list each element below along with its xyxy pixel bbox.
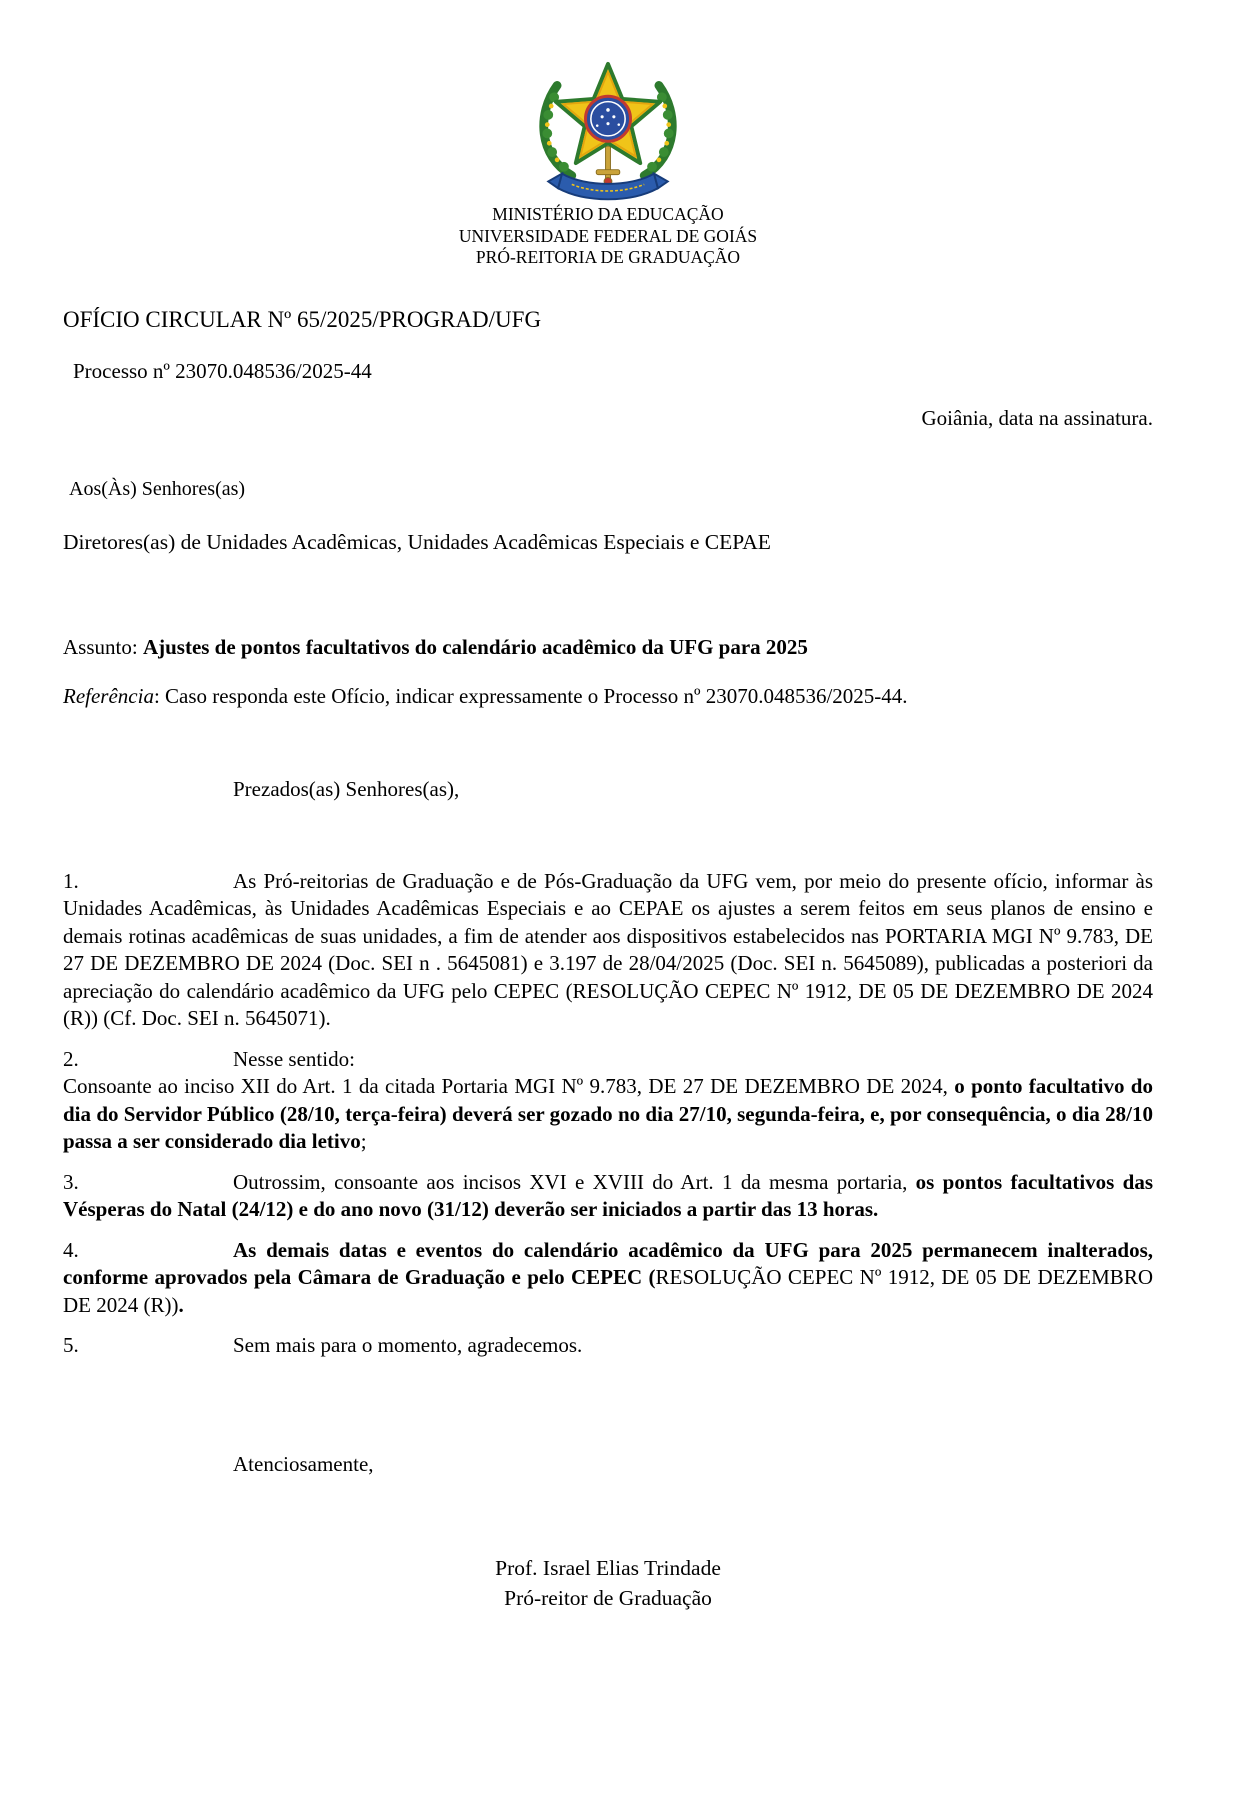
subject-text: Ajustes de pontos facultativos do calendário acadêmico da UFG para 2025: [142, 634, 808, 659]
emblem-container: [513, 60, 703, 202]
paragraph-2-text: Nesse sentido: Consoante ao inciso XII do Art. 1 da citada Portaria MGI Nº 9.783, DE 27 DE DEZEMBRO DE 2024, o ponto facultativo do dia do Servidor Público (28/10, terça-feira) deverá ser gozado no dia 27/10, segunda-feira, e, por consequência, o dia 28/10 passa a ser considerado dia letivo;: [63, 1046, 1153, 1153]
paragraph-3-text: Outrossim, consoante aos incisos XVI e XVIII do Art. 1 da mesma portaria, os pontos facultativos das Vésperas do Natal (24/12) e do ano novo (31/12) deverão ser iniciados a partir das 13 horas.: [63, 1169, 1153, 1221]
signature-block: [63, 1553, 1153, 1613]
paragraph-1-text: As Pró-reitorias de Graduação e de Pós-Graduação da UFG vem, por meio do presente ofício, informar às Unidades Acadêmicas, às Unidades Acadêmicas Especiais e ao CEPAE os ajustes a serem feitos em seus planos de ensino e demais rotinas acadêmicas de suas unidades, a fim de atender aos dispositivos estabelecidos nas PORTARIA MGI Nº 9.783, DE 27 DE DEZEMBRO DE 2024 (Doc. SEI n . 5645081) e 3.197 de 28/04/2025 (Doc. SEI n. 5645089), publicadas a posteriori da apreciação do calendário acadêmico da UFG pelo CEPEC (RESOLUÇÃO CEPEC Nº 1912, DE 05 DE DEZEMBRO DE 2024 (R)) (Cf. Doc. SEI n. 5645071).: [63, 868, 1153, 1030]
reference-text: : Caso responda este Ofício, indicar expressamente o Processo nº 23070.048536/2025-44.: [153, 683, 908, 708]
paragraph-2-number: 2.: [63, 1046, 79, 1071]
paragraph-1-number: 1.: [63, 868, 79, 893]
org-ministry: MINISTÉRIO DA EDUCAÇÃO: [492, 204, 724, 224]
org-office: PRÓ-REITORIA DE GRADUAÇÃO: [475, 247, 741, 267]
paragraph-1: [63, 868, 1153, 1033]
document-title: OFÍCIO CIRCULAR Nº 65/2025/PROGRAD/UFG: [63, 306, 542, 332]
addressee: Diretores(as) de Unidades Acadêmicas, Unidades Acadêmicas Especiais e CEPAE: [63, 529, 771, 554]
paragraph-5-text: Sem mais para o momento, agradecemos.: [233, 1333, 583, 1357]
oficio-page: [0, 60, 1240, 1815]
place-date: Goiânia, data na assinatura.: [921, 405, 1153, 430]
greeting: Prezados(as) Senhores(as),: [233, 776, 460, 801]
paragraph-3-number: 3.: [63, 1169, 79, 1194]
paragraph-5-number: 5.: [63, 1333, 79, 1357]
letter-body: [0, 60, 1240, 1613]
reference-label: Referência: [63, 683, 154, 708]
paragraph-3: [63, 1169, 1153, 1224]
org-university: UNIVERSIDADE FEDERAL DE GOIÁS: [458, 225, 758, 246]
reference-line: [63, 684, 1153, 709]
paragraph-2: [63, 1046, 1153, 1156]
signature-role: Pró-reitor de Graduação: [504, 1585, 712, 1610]
paragraph-4-number: 4.: [63, 1237, 79, 1262]
brazil-coat-of-arms-icon: [513, 60, 703, 202]
addressee-intro: Aos(Às) Senhores(as): [69, 477, 246, 500]
subject-line: [63, 635, 1153, 660]
paragraph-5: [63, 1332, 1153, 1360]
paragraph-4: [63, 1237, 1153, 1320]
paragraph-4-text: As demais datas e eventos do calendário acadêmico da UFG para 2025 permanecem inalterados, conforme aprovados pela Câmara de Graduação e pelo CEPEC (RESOLUÇÃO CEPEC Nº 1912, DE 05 DE DEZEMBRO DE 2024 (R)).: [63, 1237, 1153, 1317]
org-header: [63, 204, 1153, 269]
paragraphs: [63, 868, 1153, 1360]
closing: Atenciosamente,: [233, 1451, 374, 1476]
process-number: Processo nº 23070.048536/2025-44: [73, 358, 372, 383]
subject-label: Assunto:: [63, 634, 143, 659]
signature-name: Prof. Israel Elias Trindade: [495, 1555, 721, 1580]
